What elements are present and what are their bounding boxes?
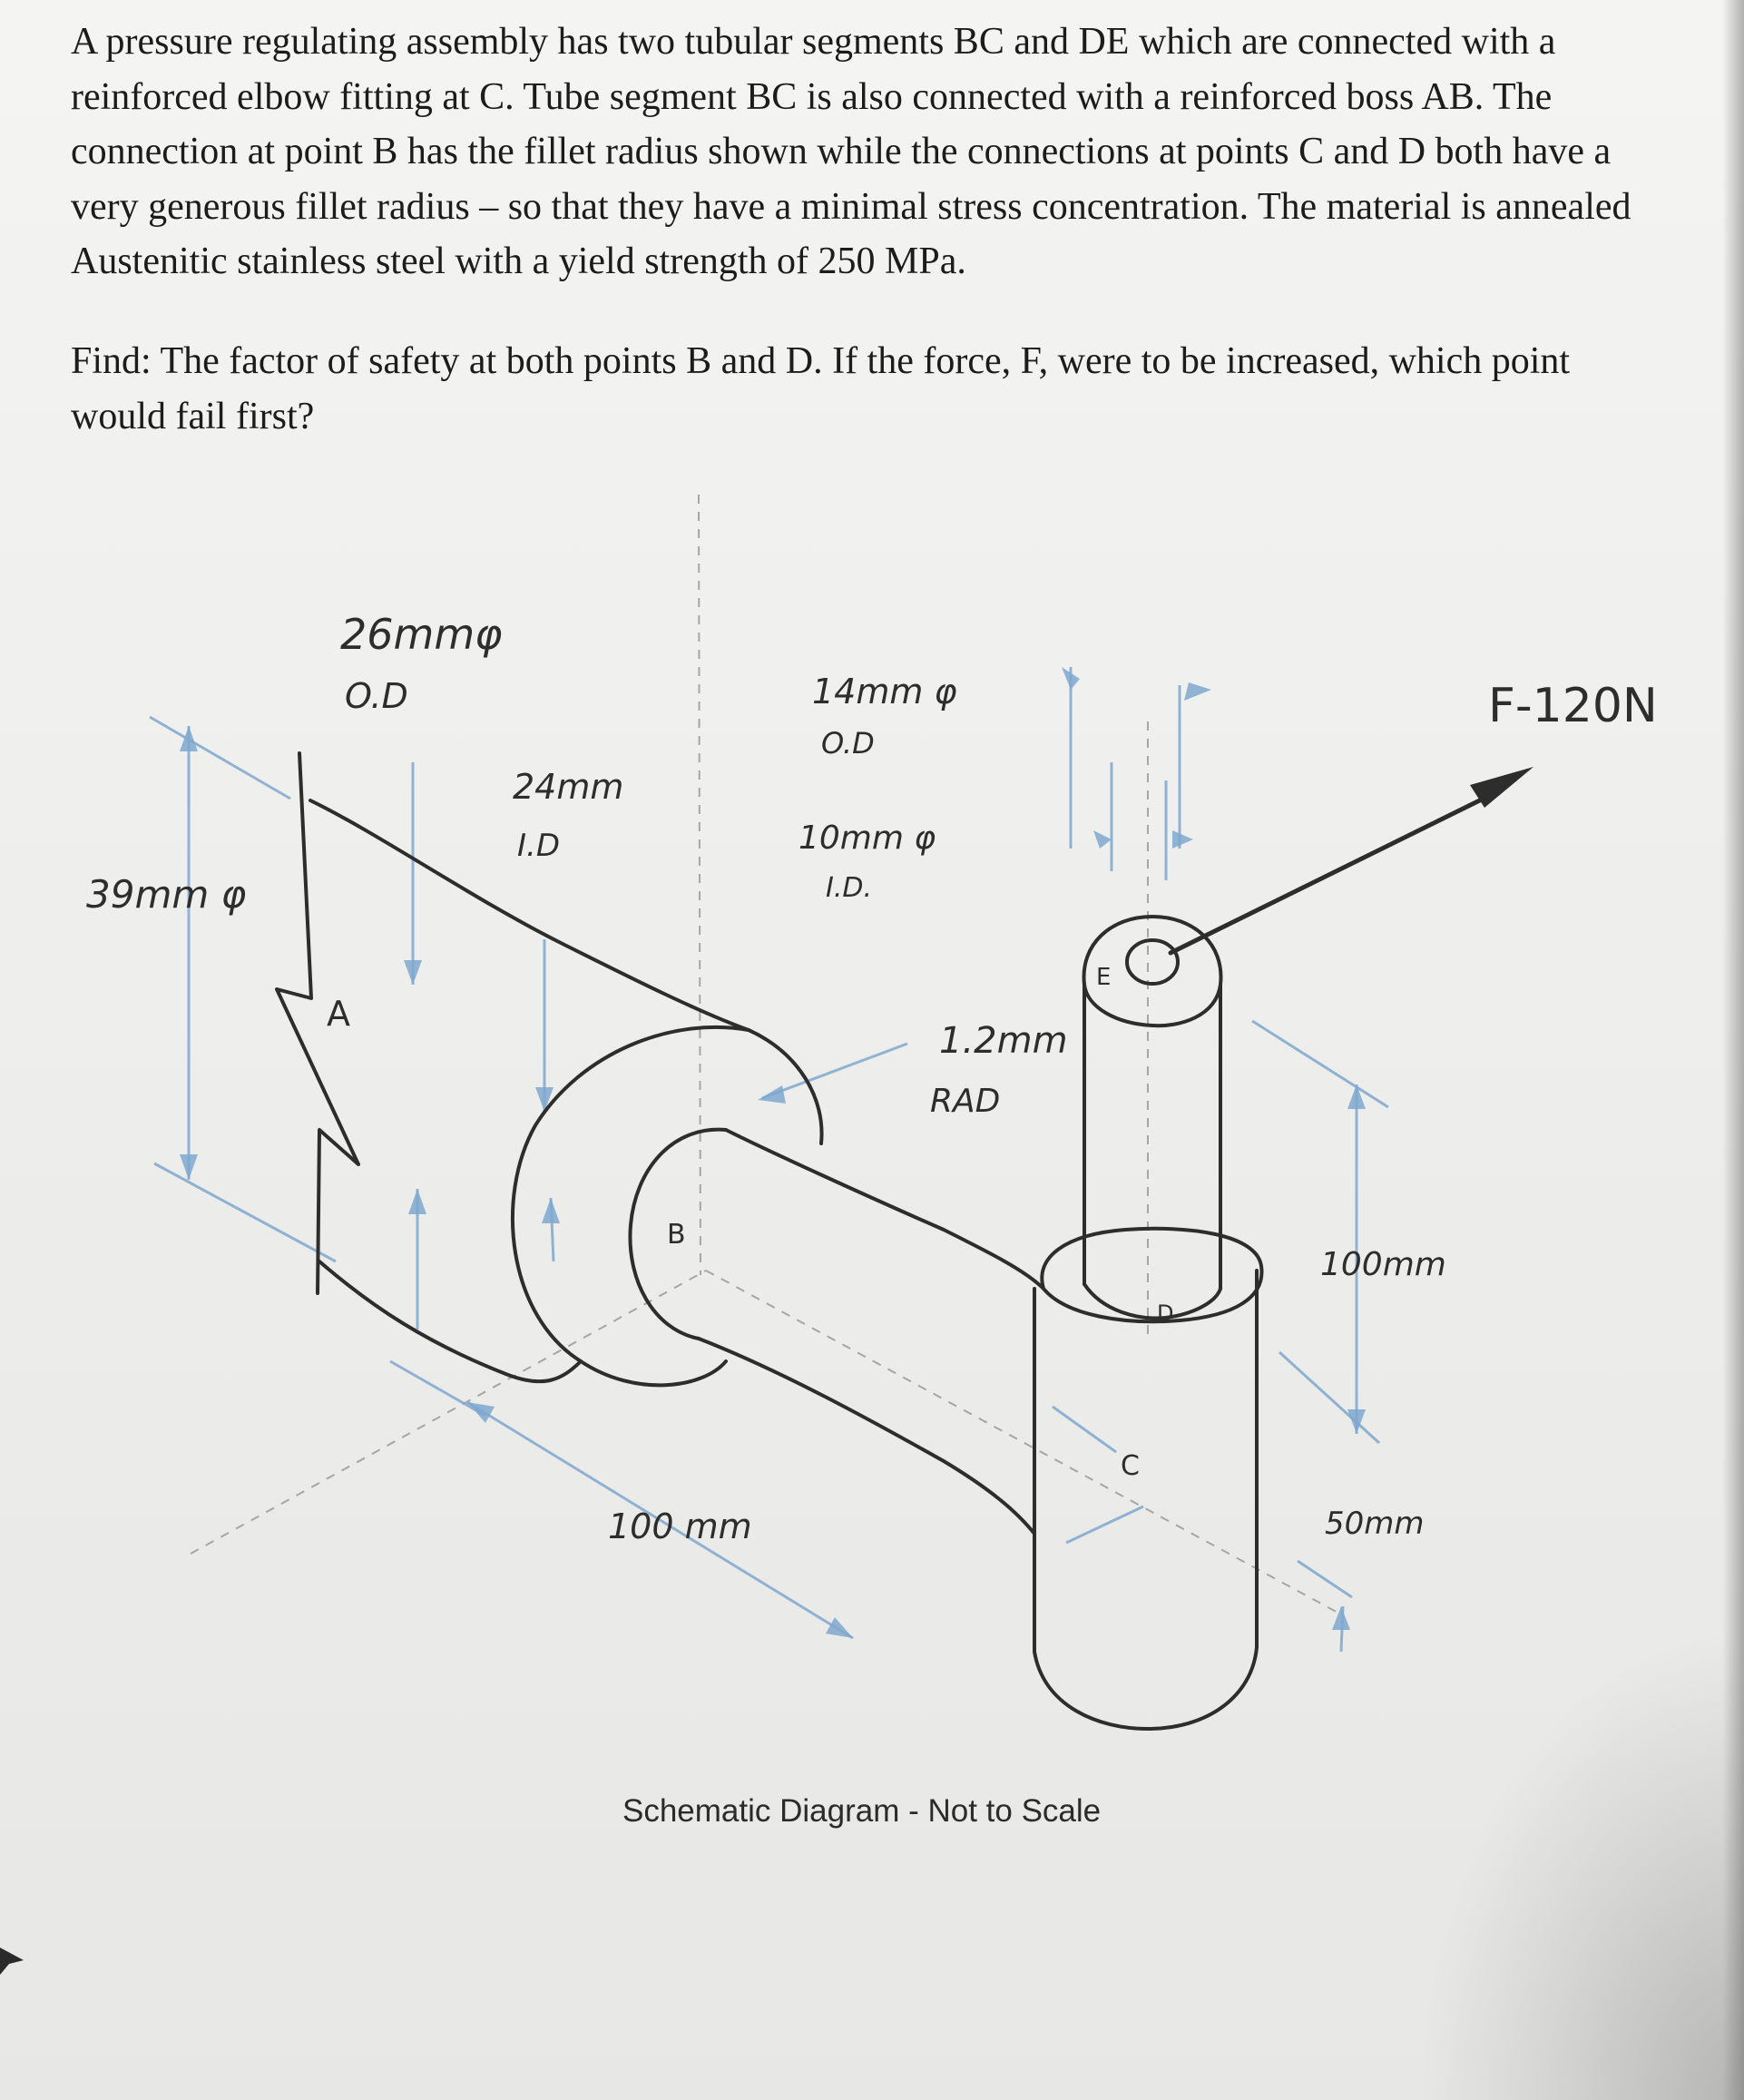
find-line-2: would fail first? bbox=[71, 395, 315, 437]
arrow-26-top bbox=[404, 960, 422, 985]
arrow-50 bbox=[1332, 1606, 1350, 1630]
dim-100-top-ext bbox=[1252, 1021, 1388, 1107]
label-tube-id: 10mm φ bbox=[799, 819, 936, 857]
dim-39-top-ext bbox=[150, 717, 290, 799]
arrow-100-start bbox=[467, 1402, 495, 1423]
arrow-24-bottom bbox=[542, 1198, 560, 1223]
guide-vertical-center bbox=[699, 495, 701, 1275]
arrow-id-right bbox=[1172, 830, 1193, 849]
tube-bc-bottom bbox=[699, 1339, 1034, 1534]
label-boss-od-sub: O.D bbox=[345, 676, 408, 716]
elbow-top-ellipse bbox=[1042, 1229, 1261, 1321]
tube-end-inner bbox=[1127, 940, 1178, 984]
arrow-39-bottom bbox=[180, 1154, 198, 1180]
elbow-bottom bbox=[1034, 1647, 1257, 1729]
label-offset: 50mm bbox=[1325, 1506, 1425, 1542]
point-a: A bbox=[327, 994, 350, 1034]
dim-100-bottom-ext bbox=[1279, 1352, 1379, 1443]
label-fillet: 1.2mm bbox=[939, 1020, 1068, 1062]
label-boss-od: 26mmφ bbox=[340, 610, 503, 659]
guide-diagonal-elbow bbox=[706, 1271, 1343, 1615]
point-b: B bbox=[667, 1219, 686, 1251]
arrow-39-top bbox=[180, 726, 198, 751]
dim-50-ext bbox=[1298, 1561, 1352, 1597]
tube-bc-top bbox=[726, 1130, 1043, 1289]
point-c: C bbox=[1121, 1450, 1140, 1482]
arrow-24-top bbox=[535, 1087, 554, 1112]
dim-c-left bbox=[1053, 1407, 1116, 1452]
label-tube-od-sub: O.D bbox=[821, 726, 875, 761]
force-arrow-line bbox=[1171, 790, 1502, 953]
arrow-od-right bbox=[1184, 682, 1211, 701]
arrow-de-top bbox=[1347, 1084, 1366, 1109]
label-length-bc: 100 mm bbox=[608, 1506, 752, 1546]
label-boss-id: 24mm bbox=[513, 767, 624, 807]
dim-c-right bbox=[1066, 1506, 1143, 1543]
pointer-icon bbox=[0, 1942, 27, 1977]
label-tube-od: 14mm φ bbox=[812, 672, 957, 711]
label-boss-dia: 39mm φ bbox=[86, 872, 247, 917]
problem-statement: A pressure regulating assembly has two tubular segments BC and DE which are connected with a reinforced elbow fitting at C. Tube segment BC is also connected with a reinforced boss AB. The connection at point B has the fillet radius shown while the connections at points C and D both have a very generous fillet radius – so that they have a minimal stress concentration. The material is annealed Austenitic stainless steel with a yield strength of 250 MPa. bbox=[71, 21, 1631, 282]
dim-39-bottom-ext bbox=[154, 1163, 336, 1261]
arrow-26-bottom bbox=[408, 1189, 426, 1214]
arrow-fillet bbox=[758, 1085, 786, 1104]
point-d: D bbox=[1157, 1300, 1174, 1326]
boss-end-right bbox=[749, 1030, 822, 1143]
label-height-de: 100mm bbox=[1320, 1246, 1446, 1283]
dim-100-ext bbox=[390, 1361, 485, 1416]
label-fillet-sub: RAD bbox=[930, 1083, 1001, 1120]
find-line-1: Find: The factor of safety at both points B and D. If the force, F, were to be increased, which point bbox=[71, 340, 1571, 382]
label-boss-id-sub: I.D bbox=[517, 828, 561, 864]
arrow-de-bottom bbox=[1347, 1409, 1366, 1434]
point-e: E bbox=[1096, 964, 1112, 991]
dashed-guides bbox=[191, 495, 1343, 1615]
tube-de-base bbox=[1084, 1284, 1220, 1319]
label-force: F-120N bbox=[1488, 679, 1658, 733]
label-tube-id-sub: I.D. bbox=[826, 872, 873, 904]
diagram-caption: Schematic Diagram - Not to Scale bbox=[622, 1793, 1102, 1829]
pencil-drawing bbox=[277, 753, 1502, 1729]
arrow-id-left bbox=[1093, 830, 1112, 849]
arrow-100-end bbox=[826, 1617, 853, 1638]
